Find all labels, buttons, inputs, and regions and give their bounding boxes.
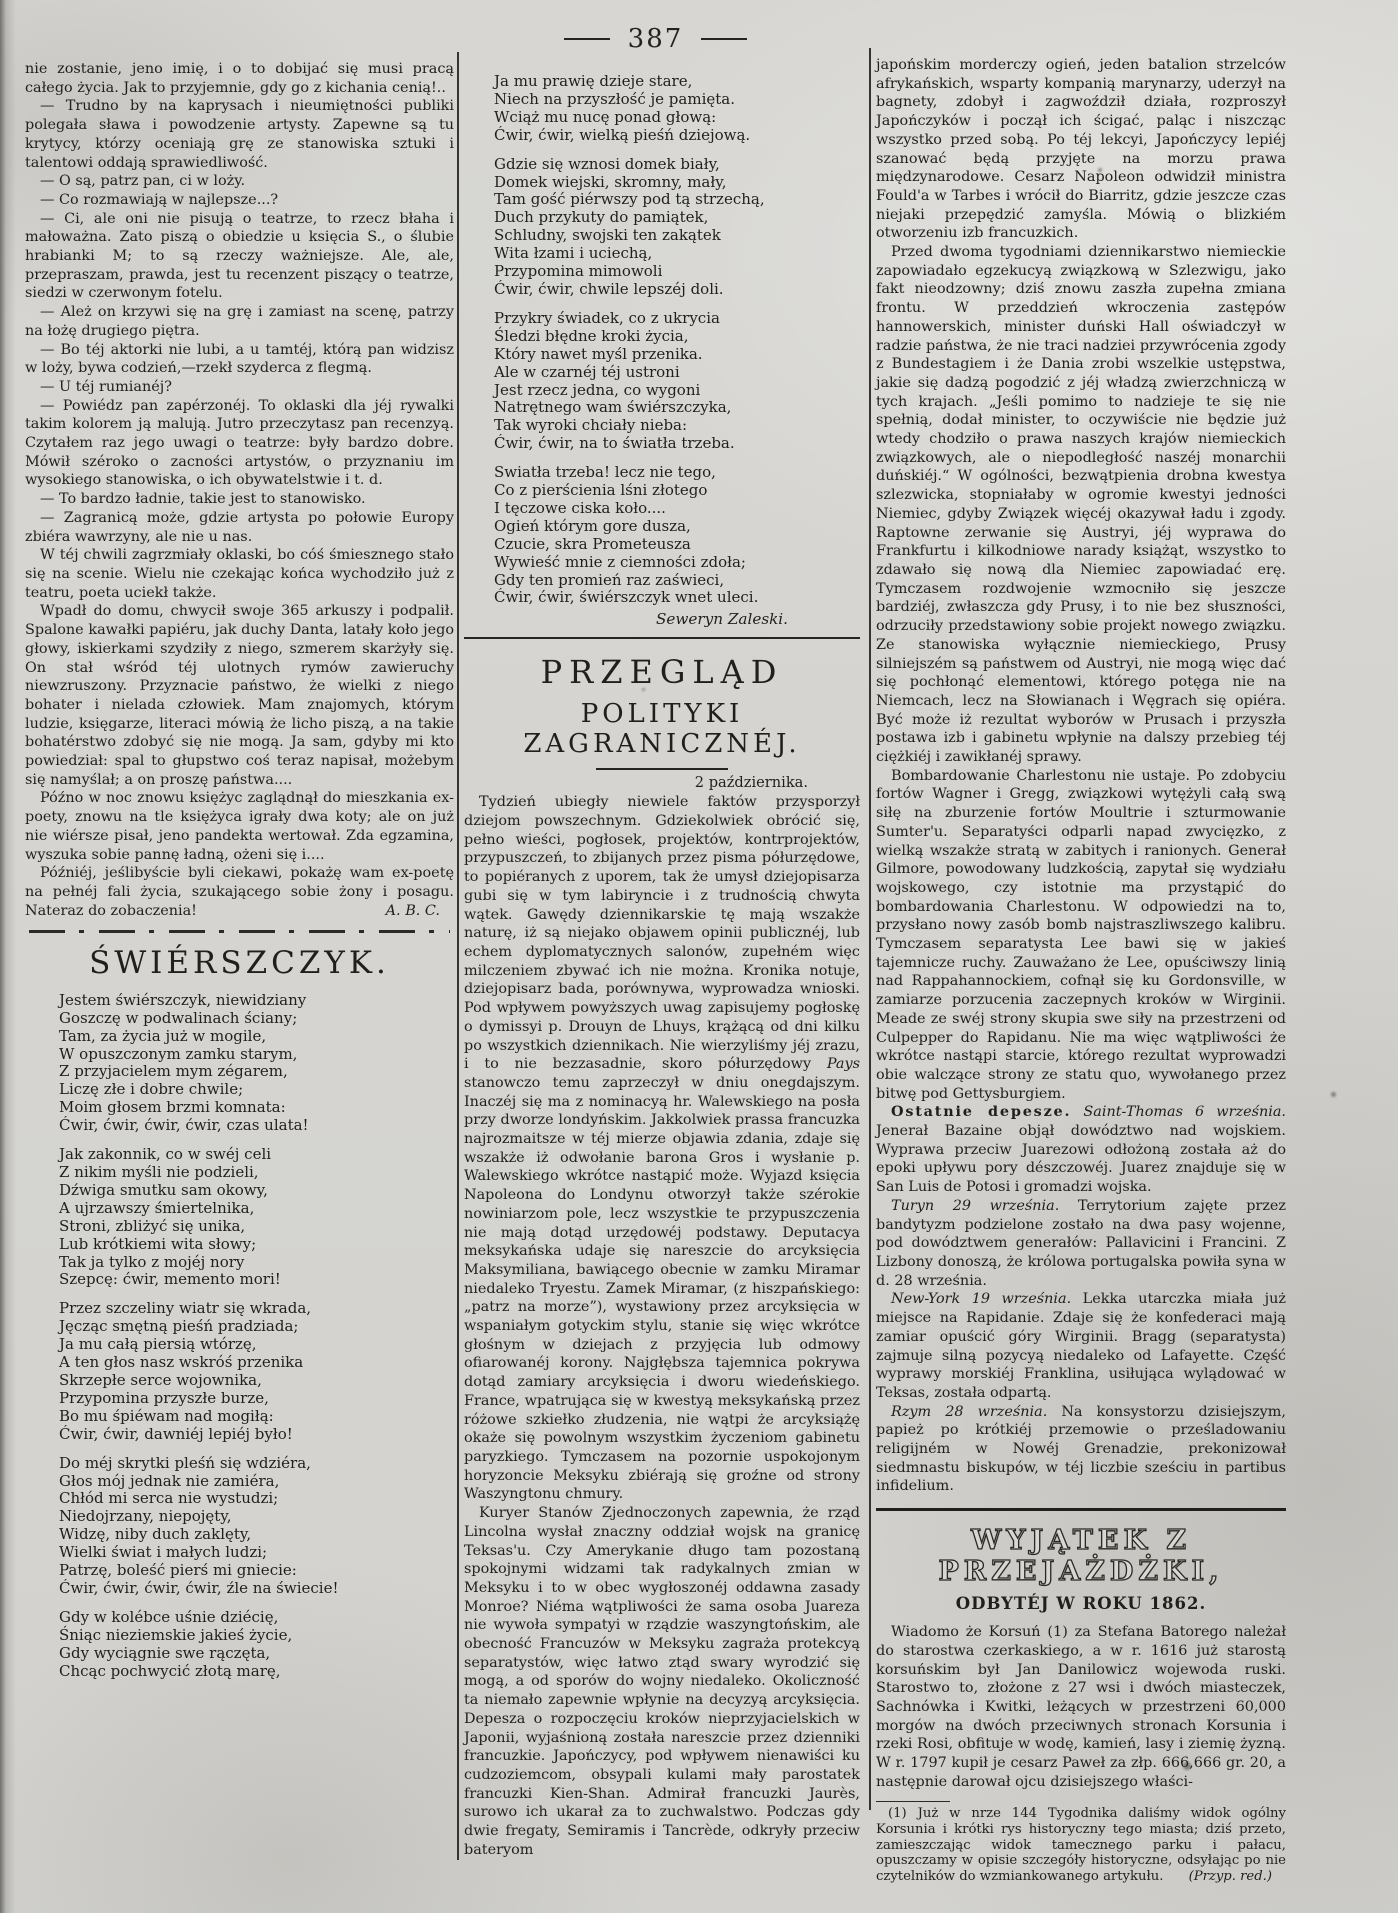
paragraph: Kuryer Stanów Zjednoczonych zapewnia, że rząd Lincolna wysłał znaczny oddział wojsk na granicę Teksas'u. Czy Amerykanie długo tam pozostaną spokojnymi widzami tak radykalnych zmian w Meksyku i to w obec wygłoszonéj oddawna zasady Monroe? Niéma wątpliwości że sama osoba Juareza nie wywoła sympatyi w rządzie waszyngtońskim, ale obecność Francuzów w Meksyku zagraża protekcyą separatystów, więc łatwo ztąd swary wyrodzić się mogą, a od sporów do wojny niedaleko. Okoliczność ta niemało zapewnie wpłynie na decyzyą arcyksięcia. Depesza o rozpoczęciu kroków nieprzyjacielskich w Japonii, wyjaśnioną została nareszcie przez dzienniki francuzkie. Japończycy, pod wpływem nienawiści ku cudzoziemcom, obsypali kulami mały parostatek francuzki Kien-Shan. Admirał francuzki Jaurès, surowo ich ukarał za to zuchwalstwo. Podczas gdy dwie fregaty, Semiramis i Tancrède, odkryły przeciw bateryom (464, 1505, 860, 1858)
paper-speck (642, 688, 645, 691)
paragraph: — Trudno by na kaprysach i nieumiętności publiki polegała sława i powodzenie artysty. Zapewne są tu krytycy, którzy oceniają grę ze stanowiska sztuki i talentowi oddają sprawiedliwość. (25, 98, 454, 171)
dispatch-paragraph: Ostatnie depesze. Saint-Thomas 6 września. Jenerał Bazaine objął dowództwo nad wojskiem. Wyprawa przeciw Juarezowi odłożoną została aż do epoki upływu pory dészczowéj. Juarez znajduje się w San Luis de Potosi i gromadzi wojska. (876, 1103, 1286, 1196)
poem-stanza: Gdy w kolébce uśnie dziécię, Śniąc nieziemskie jakieś życie, Gdy wyciągnie swe rączęta, Chcąc pochwycić złotą marę, (59, 1607, 293, 1680)
author-signature: Seweryn Zaleski. (656, 610, 788, 629)
page-header (25, 24, 1286, 54)
paragraph: nie zostanie, jeno imię, i o to dobijać się musi pracą całego życia. Jak to przyjemnie, gdy go z kichania cenią!.. (25, 61, 454, 96)
article-dateline: 2 października. (694, 774, 808, 792)
dispatch-paragraph: Rzym 28 września. Na konsystorzu dzisiejszym, papież po krótkiéj przemowie o prześladowaniu religijném w Nowéj Grenadzie, prekonizował siedmnastu biskupów, w téj liczbie sześciu in partibus infidelium. (876, 1403, 1286, 1495)
poem-stanza: Jestem świérszczyk, niewidziany Goszczę w podwalinach ściany; Tam, za życia już w mogile, W opuszczonym zamku starym, Z przyjacielem mym zégarem, Liczę złe i dobre chwile; Moim głosem brzmi komnata: Ćwir, ćwir, ćwir, ćwir, czas ulata! (59, 990, 309, 1135)
paper-speck (1331, 1092, 1336, 1097)
paragraph: Przed dwoma tygodniami dziennikarstwo niemieckie zapowiadało egzekucyą związkową w Szlezwigu, jako fakt nieodzowny; dziś znowu zaszła zupełna zmiana frontu. W przeddzień wkroczenia zastępów hannowerskich, minister duński Hall oświadczył w radzie państwa, że nie traci nadziei przywrócenia zgody z Bundestagiem i że Dania zrobi wszelkie ustępstwa, jakie się dadzą pogodzić z jéj władzą zwierzchniczą w tych krajach. „Jeśli pomimo to nadzieje te się nie spełnią, dodał minister, to oczywiście nie będzie już wtedy chodziło o prawa naszych krajów niemieckich związkowych, ale o niepodległość naszéj monarchii duńskiéj.“ W ogólności, bezwątpienia drobna kwestya szlezwicka, stopniałaby w ogromie kwestyi jedności Niemiec, gdyby Związek więcéj okazywał ładu i zgody. Raptowne zerwanie się Austryi, jéj wyprawa do Frankfurtu i kilkodniowe narady książąt, wszystko to zdawało się nową dla Niemiec zapowiadać erę. Tymczasem rozdwojenie wzmocniło się jeszcze bardziéj, zwłaszcza gdy Prusy, i to nie bez słuszności, odrzuciły przedstawiony sobie projekt nowego związku. Ze stanowiska wyłącznie niemieckiego, Prusy silniejszém są państwem od Austryi, nie mogą więc dać się pochłonąć elementowi, którego potęga nie na Niemcach, lecz na Słowianach i Węgrach się opiéra. Być może iż rezultat wyborów w Prusach i przyszła postawa izb i gabinetu wpłynie na dalszy przebieg téj ciężkiéj i zawikłanéj sprawy. (876, 244, 1286, 766)
poem-stanza: Przykry świadek, co z ukrycia Śledzi błędne kroki życia, Który nawet myśl przenika. Ale w czarnéj téj ustroni Jest rzecz jedna, co wygoni Natrętnego wam świérszczyka, Tak wyroki chciały nieba: Ćwir, ćwir, na to światła trzeba. (494, 308, 735, 453)
section-title-przeglad: PRZEGLĄD (540, 653, 784, 692)
dispatch-paragraph: Turyn 29 września. Terrytorium zajęte przez bandytyzm podzielone zostało na dwa pasy wojenne, pod dowództwem generałów: Pallavicini i Francini. Z Lizbony donoszą, że królowa portugalska powiła syna w d. 28 września. (876, 1197, 1286, 1289)
paragraph: Wpadł do domu, chwycił swoje 365 arkuszy i podpalił. Spalone kawałki papiéru, jak duchy Danta, latały koło jego głowy, iskierkami szydziły z niego, szmerem skarżyły się. On stał wśród téj ulotnych rymów zawieruchy niewzruszony. Przyznacie państwo, że wielki z niego bohater i nielada człowiek. Mam znajomych, którym ludzie, księgarze, literaci mówią że licho piszą, a na takie bohatérstwo zdobyć się nie mogą. Ja sam, gdyby mi kto powiedział: spal to głupstwo coś teraz napisał, możebym się namyślał; a on proszę państwa.... (25, 603, 454, 788)
poem-stanza: Ja mu prawię dzieje stare, Niech na przyszłość je pamięta. Wciąż mu nucę ponad głową: Ćwir, ćwir, wielką pieśń dziejową. (494, 72, 751, 144)
paragraph: — Ależ on krzywi się na grę i zamiast na scenę, patrzy na łożę drugiego piętra. (25, 304, 454, 339)
poem-stanza: Swiatła trzeba! lecz nie tego, Co z pierścienia lśni złotego I tęczowe ciska koło.... Ogień którym gore dusza, Czucie, skra Prometeusza Wywieść mnie z ciemności zdoła; Gdy ten promień raz zaświeci, Ćwir, ćwir, świérszczyk wnet uleci. (494, 463, 759, 607)
column-divider (457, 52, 459, 1860)
paragraph: Późno w noc znowu księżyc zaglądnął do mieszkania ex-poety, znowu na tle księżyca igrały dwa koty; ale on już nie wiérsze pisał, jeno pandekta wertował. Zda egzamina, wyszuka sobie pannę ładną, ożeni się i.... (25, 790, 454, 863)
section-divider-rule (464, 637, 860, 639)
poem-stanza: Gdzie się wznosi domek biały, Domek wiejski, skromny, mały, Tam gość piérwszy pod tą strzechą, Duch przykuty do pamiątek, Schludny, swojski ten zakątek Wita łzami i uciechą, Przypomina mimowoli Ćwir, ćwir, chwile lepszéj doli. (494, 154, 765, 298)
paragraph: — To bardzo ładnie, takie jest to stanowisko. (40, 491, 366, 508)
column-right (876, 56, 1286, 1884)
paragraph: Bombardowanie Charlestonu nie ustaje. Po zdobyciu fortów Wagner i Gregg, związkowi wytężyli całą swą siłę na zburzenie fortów Moultrie i szturmowanie Sumter'u. Separatyści odparli napad zwycięzko, z wielką wszakże stratą w zabitych i ranionych. Generał Gilmore, powodowany ludzkością, zapytał się wydziału wojskowego, czy istotnie ma przystąpić do bombardowania Charlestonu. W odpowiedzi na to, przysłano nowy zasób bomb najstraszliwszego kalibru. Tymczasem separatysta Lee bawi się w jakieś tajemnicze ruchy. Zauważano że Lee, opuściwszy linią nad Rappahannockiem, cofnął się ku Gordonsville, w zamiarze porzucenia zaczepnych kroków w Wirginii. Meade ze swéj strony skupia swe siły na przestrzeni od Culpepper do Rapidanu. Nie ma więc wątpliwości że wkrótce nastąpi starcie, którego rezultat wyprowadzi obie walczące strony ze statu quo, wywołanego przez bitwę pod Gettysburgiem. (876, 767, 1286, 1102)
page-number: 387 (627, 24, 684, 54)
header-rule-right (701, 38, 747, 40)
paragraph: — Bo téj aktorki nie lubi, a u tamtéj, którą pan widzisz w loży, bywa codzień,—rzekł szyderca z flegmą. (25, 341, 454, 377)
column-middle (464, 62, 860, 1859)
section-divider-rule (876, 1508, 1286, 1511)
column-divider (869, 48, 871, 1810)
paragraph: Późniéj, jeślibyście byli ciekawi, pokażę wam ex-poetę na pełnéj fali życia, szukającego sobie żony i posagu. Nateraz do zobaczenia! A. B. C. (25, 865, 454, 919)
paragraph: — Ci, ale oni nie pisują o teatrze, to rzecz błaha i małoważna. Zato piszą o obiedzie u księcia S., o ślubie hrabianki M; to są rzeczy ważniejsze. Ale, ale, przepraszam, prawda, jest tu recenzent piszący o teatrze, siedzi w czerwonym fotelu. (25, 210, 454, 302)
paragraph: W téj chwili zagrzmiały oklaski, bo cóś śmiesznego stało się na scenie. Wielu nie czekając końca wychodziło już z teatru, poeta uciekł także. (25, 547, 454, 601)
paragraph: — Powiédz pan zapérzonéj. To oklaski dla jéj rywalki takim kolorem ją malują. Jutro przeczytasz pan recenzyą. Czytałem raz jego uwagi o teatrze: były bardzo dobre. Mówił széroko o zacności artystów, o przyznaniu im wysokiego stanowiska, o ich obywatelstwie i t. d. (25, 397, 454, 489)
paragraph: Tydzień ubiegły niewiele faktów przysporzył dziejom powszechnym. Gdziekolwiek obrócić się, pełno wieści, pogłosek, projektów, kontrprojektów, przypuszczeń, to zbijanych przez pisma półurzędowe, to popiéranych z uporem, tak że umysł dziejopisarza gubi się w tym labiryncie i z trudnością chwyta wątek. Gawędy dziennikarskie tę mają wszakże naturę, iż są niejako objawem opinii publicznéj, lub echem dyplomatycznych salonów, zupełném więc milczeniem zbywać ich nie można. Kronika notuje, dziejopisarz bada, porównywa, wyprowadza wnioski. Pod wpływem powyższych uwag zapisujemy pogłoskę o dymissyi p. Drouyn de Lhuys, krążącą od dni kilku po wszystkich dziennikach. Nie wierzyliśmy jéj zrazu, i to nie bezzasadnie, skoro półurzędowy Pays stanowczo temu zaprzeczył w dniu onegdajszym. Inaczéj się ma z nominacyą hr. Walewskiego na posła przy dworze londyńskim. Jakkolwiek prassa francuzka najrozmaitsze w téj mierze objawia zdania, zdaje się wszakże iż odwołanie barona Gros i wysłanie p. Walewskiego wkrótce nastąpić może. Wyjazd księcia Napoleona do Londynu otworzył także szérokie nowiniarzom pole, lecz wszystkie te przypuszczenia nie mają dotąd urzędowéj podstawy. Deputacya meksykańska udaje się nareszcie do arcyksięcia Maksymiliana, bawiącego obecnie w zamku Miramar niedaleko Tryestu. Zamek Miramar, (z hiszpańskiego: „patrz na morze”), wystawiony przez arcyksięcia w wspaniałym gotyckim stylu, stanie się więc wkrótce głośnym w dziejach z przyjęcia lub odmowy ofiarowanéj korony. Najgłębsza tajemnica pokrywa dotąd zamiary arcyksięcia i dworu wiedeńskiego. France, wpatrująca się w kwestyą meksykańską przez różowe szkiełko złudzenia, nie wątpi że arcyksiążę okaże się powolnym wszystkim życzeniom gabinetu paryzkiego. Tymczasem na pozornie uspokojonym horyzoncie Meksyku zbiérają się groźne od strony Waszyngtonu chmury. (464, 794, 860, 1503)
footnote-rule (876, 1801, 950, 1802)
poem-stanza: Do méj skrytki pleśń się wdziéra, Głos mój jednak nie zamiéra, Chłód mi serca nie wystudzi; Niedojrzany, niepojęty, Widzę, niby duch zaklęty, Wielki świat i małych ludzi; Patrzę, boleść pierś mi gniecie: Ćwir, ćwir, ćwir, ćwir, źle na świecie! (59, 1453, 339, 1597)
paragraph: — O są, patrz pan, ci w loży. (40, 173, 246, 190)
section-title-swierszczyk: ŚWIÉRSZCZYK. (89, 944, 390, 981)
paragraph: — Zagranicą może, gdzie artysta po połowie Europy zbiéra wawrzyny, ale nie u nas. (25, 509, 454, 545)
footnote: (1) Już w nrze 144 Tygodnika daliśmy widok ogólny Korsunia i krótki rys historyczny tego miasta; dziś przeto, zamieszczając widok tamecznego parku i pałacu, opuszczamy w opisie szczegóły historyczne, odsyłając po nie czytelników do wzmiankowanego artykułu. (Przyp. red.) (876, 1806, 1286, 1884)
section-divider-rule (29, 930, 450, 933)
paragraph: — U téj rumianéj? (40, 378, 172, 395)
header-rule-left (564, 38, 610, 40)
paragraph: — Co rozmawiają w najlepsze...? (40, 191, 279, 208)
paragraph: japońskim morderczy ogień, jeden batalion strzelców afrykańskich, wsparty kompanią marynarzy, uderzył na bagnety, zdobył i zagwoździł działa, rozproszył Japończyków i począł ich ścigać, paląc i niszcząc wszystko przed sobą. Po téj lekcyi, Japończycy lepiéj szanować będą przyjęte na morzu prawa międzynarodowe. Cesarz Napoleon odwidził ministra Fould'a w Tarbes i wrócił do Biarritz, gdzie jeszcze czas niejaki przepędzić zamyśla. Mówią o blizkiém otworzeniu izb francuzkich. (876, 57, 1286, 242)
section-title-wyjatek: WYJĄTEK Z PRZEJAŻDŻKI, (938, 1525, 1224, 1588)
poem-stanza: Jak zakonnik, co w swéj celi Z nikim myśli nie podzieli, Dźwiga smutku sam okowy, A ujrzawszy śmiertelnika, Stroni, zbliżyć się unika, Lub krótkiemi wita słowy; Tak ja tylko z mojéj nory Szepcę: ćwir, memento mori! (59, 1145, 281, 1289)
section-subtitle-wyjatek: ODBYTÉJ W ROKU 1862. (955, 1594, 1207, 1614)
dispatch-paragraph: New-York 19 września. Lekka utarczka miała już miejsce na Rapidanie. Zdaje się że konfederaci mają zamiar opuścić góry Wirginii. Bragg (separatysta) zajmuje silną pozycyą niedaleko od Lafayette. Część wyprawy morskiéj Franklina, usiłująca wylądować w Teksas, została odpartą. (876, 1291, 1286, 1401)
paragraph: Wiadomo że Korsuń (1) za Stefana Batorego należał do starostwa czerkaskiego, a w r. 1616 już starostą korsuńskim był Jan Danilowicz wojewoda ruski. Starostwo to, złożone z 27 wsi i dwóch miasteczek, Sachnówka i Kwitki, leżących w przestrzeni 60,000 morgów na dwóch przeciwnych stronach Korsunia i rzeki Rosi, obfituje w wodę, kamień, lasy i ziemię żyzną. W r. 1797 kupił je cesarz Paweł za złp. 666,666 gr. 20, a następnie darował ojcu dzisiejszego właści- (876, 1624, 1286, 1790)
section-title-przeglad-line2: POLITYKI ZAGRANICZNÉJ. (523, 699, 801, 760)
column-left (25, 60, 454, 1680)
heading-rule (596, 768, 728, 770)
paper-speck (1183, 1762, 1191, 1770)
poem-stanza: Przez szczeliny wiatr się wkrada, Jęcząc smętną pieśń pradziada; Ja mu całą piersią wtórzę, A ten głos nasz wskróś przenika Skrzepłe serce wojownika, Przypomina przyszłe burze, Bo mu śpiéwam nad mogiłą: Ćwir, ćwir, dawniéj lepiéj było! (59, 1299, 312, 1443)
paper-speck (1098, 168, 1102, 172)
